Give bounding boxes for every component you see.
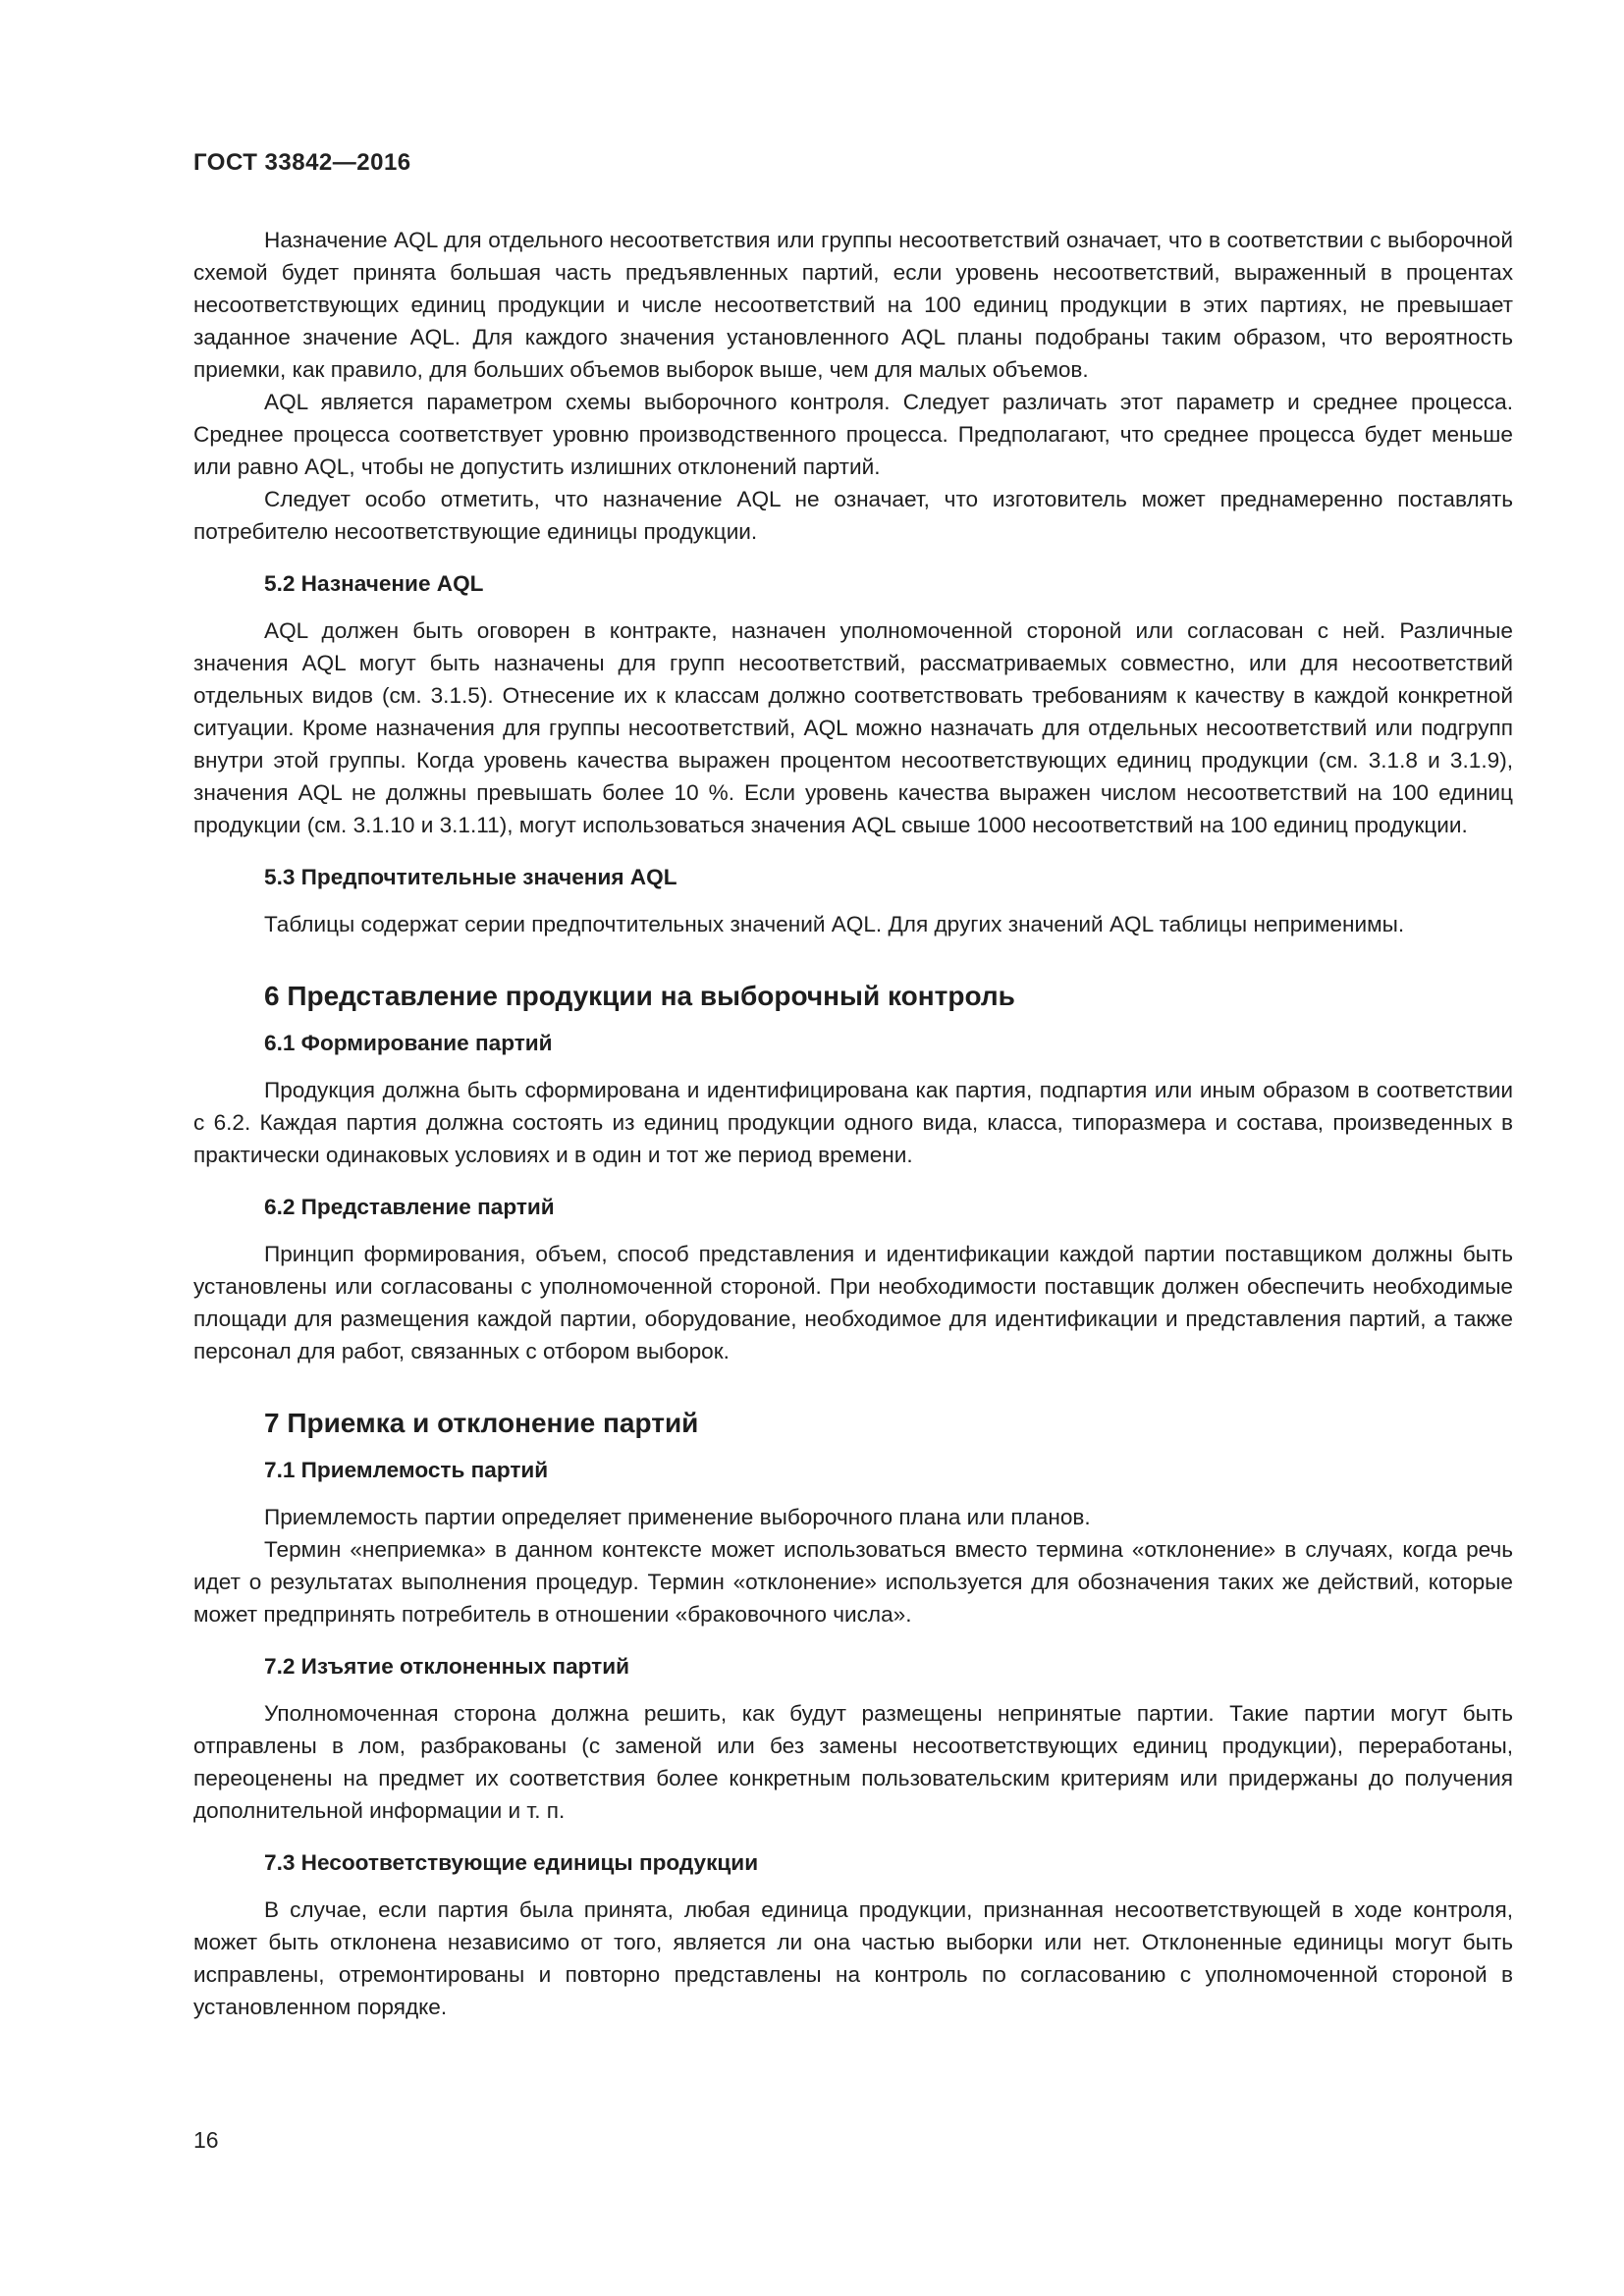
subsection-6-1-title: 6.1 Формирование партий bbox=[264, 1031, 553, 1055]
intro-paragraph-2: AQL является параметром схемы выборочного контроля. Следует различать этот параметр и среднее процесса. Среднее процесса соответствует уровню производственного процесса. Предполагают, что среднее процесса будет меньше или равно AQL, чтобы не допустить излишних отклонений партий. bbox=[193, 390, 1513, 479]
subsection-7-1-title: 7.1 Приемлемость партий bbox=[264, 1458, 549, 1482]
subsection-5-3-title: 5.3 Предпочтительные значения AQL bbox=[264, 865, 677, 889]
subsection-7-1-text-1: Приемлемость партии определяет применение выборочного плана или планов. bbox=[264, 1505, 1091, 1529]
subsection-5-3-text: Таблицы содержат серии предпочтительных значений AQL. Для других значений AQL таблицы неприменимы. bbox=[264, 912, 1405, 936]
subsection-7-1-text-2: Термин «неприемка» в данном контексте может использоваться вместо термина «отклонение» в случаях, когда речь идет о результатах выполнения процедур. Термин «отклонение» используется для обозначения таких же действий, которые может предпринять потребитель в отношении «браковочного числа». bbox=[193, 1537, 1513, 1627]
section-7-title: 7 Приемка и отклонение партий bbox=[264, 1408, 699, 1438]
subsection-7-2-text: Уполномоченная сторона должна решить, как будут размещены непринятые партии. Такие партии могут быть отправлены в лом, разбракованы (с заменой или без замены несоответствующих единиц продукции), переработаны, переоценены на предмет их соответствия более конкретным пользовательским критериям или придержаны до получения дополнительной информации и т. п. bbox=[193, 1701, 1513, 1823]
subsection-7-3-text: В случае, если партия была принята, любая единица продукции, признанная несоответствующей в ходе контроля, может быть отклонена независимо от того, является ли она частью выборки или нет. Отклоненные единицы могут быть исправлены, отремонтированы и повторно представлены на контроль по согласованию с уполномоченной стороной в установленном порядке. bbox=[193, 1897, 1513, 2019]
subsection-7-2-title: 7.2 Изъятие отклоненных партий bbox=[264, 1654, 629, 1679]
intro-paragraph-1: Назначение AQL для отдельного несоответствия или группы несоответствий означает, что в соответствии с выборочной схемой будет принята большая часть предъявленных партий, если уровень несоответствий, выраженный в процентах несоответствующих единиц продукции и числе несоответствий на 100 единиц продукции в этих партиях, не превышает заданное значение AQL. Для каждого значения установленного AQL планы подобраны таким образом, что вероятность приемки, как правило, для больших объемов выборок выше, чем для малых объемов. bbox=[193, 228, 1513, 382]
subsection-6-2-text: Принцип формирования, объем, способ представления и идентификации каждой партии поставщиком должны быть установлены или согласованы с уполномоченной стороной. При необходимости поставщик должен обеспечить необходимые площади для размещения каждой партии, оборудование, необходимое для идентификации и представления партий, а также персонал для работ, связанных с отбором выборок. bbox=[193, 1242, 1513, 1363]
intro-paragraph-3: Следует особо отметить, что назначение AQL не означает, что изготовитель может преднамеренно поставлять потребителю несоответствующие единицы продукции. bbox=[193, 487, 1513, 544]
subsection-5-2-text: AQL должен быть оговорен в контракте, назначен уполномоченной стороной или согласован с ней. Различные значения AQL могут быть назначены для групп несоответствий, рассматриваемых совместно, или для несоответствий отдельных видов (см. 3.1.5). Отнесение их к классам должно соответствовать требованиям к качеству в каждой конкретной ситуации. Кроме назначения для группы несоответствий, AQL можно назначать для отдельных несоответствий или подгрупп внутри этой группы. Когда уровень качества выражен процентом несоответствующих единиц продукции (см. 3.1.8 и 3.1.9), значения AQL не должны превышать более 10 %. Если уровень качества выражен числом несоответствий на 100 единиц продукции (см. 3.1.10 и 3.1.11), могут использоваться значения AQL свыше 1000 несоответствий на 100 единиц продукции. bbox=[193, 618, 1513, 837]
subsection-5-2-title: 5.2 Назначение AQL bbox=[264, 571, 484, 596]
subsection-7-3-title: 7.3 Несоответствующие единицы продукции bbox=[264, 1850, 759, 1875]
subsection-6-1-text: Продукция должна быть сформирована и идентифицирована как партия, подпартия или иным образом в соответствии с 6.2. Каждая партия должна состоять из единиц продукции одного вида, класса, типоразмера и состава, произведенных в практически одинаковых условиях и в один и тот же период времени. bbox=[193, 1078, 1513, 1167]
document-body bbox=[193, 224, 1513, 2023]
document-header-id: ГОСТ 33842—2016 bbox=[193, 149, 411, 176]
section-6-title: 6 Представление продукции на выборочный контроль bbox=[264, 981, 1015, 1011]
page-number: 16 bbox=[193, 2127, 219, 2153]
subsection-6-2-title: 6.2 Представление партий bbox=[264, 1195, 555, 1219]
